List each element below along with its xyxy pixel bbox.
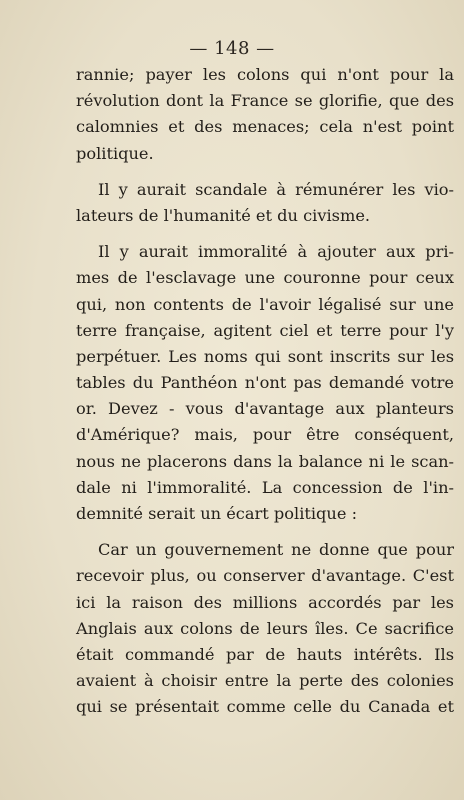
text-line: terre française, agitent ciel et terre pour l'y <box>76 320 454 340</box>
text-line: mes de l'esclavage une couronne pour ceux <box>76 268 454 288</box>
text-line: calomnies et des menaces; cela n'est point <box>76 117 454 137</box>
text-line: dale ni l'immoralité. La concession de l'in- <box>76 477 454 497</box>
text-line: Anglais aux colons de leurs îles. Ce sacrifice <box>76 618 454 638</box>
text-line: recevoir plus, ou conserver d'avantage. C'est <box>76 566 454 586</box>
text-line: demnité serait un écart politique : <box>76 504 358 523</box>
text-line: avaient à choisir entre la perte des colonies <box>76 671 454 691</box>
page-number: — 148 — <box>189 38 275 59</box>
text-line: tables du Panthéon n'ont pas demandé votre <box>76 373 454 393</box>
text-line: Il y aurait immoralité à ajouter aux pri- <box>98 242 454 262</box>
text-line: qui se présentait comme celle du Canada et <box>76 697 454 717</box>
text-line: ici la raison des millions accordés par les <box>76 592 454 612</box>
text-line: nous ne placerons dans la balance ni le scan- <box>76 451 454 471</box>
body-text <box>76 62 454 721</box>
text-line: or. Devez - vous d'avantage aux planteurs <box>76 399 454 419</box>
text-line: Car un gouvernement ne donne que pour <box>98 540 454 560</box>
text-line: rannie; payer les colons qui n'ont pour la <box>76 65 454 84</box>
text-line: Il y aurait scandale à rémunérer les vio- <box>98 179 454 199</box>
text-line: perpétuer. Les noms qui sont inscrits sur les <box>76 346 454 366</box>
text-line: qui, non contents de l'avoir légalisé sur une <box>76 294 454 314</box>
text-line: d'Amérique? mais, pour être conséquent, <box>76 425 454 445</box>
text-line: lateurs de l'humanité et du civisme. <box>76 205 371 225</box>
text-line: politique. <box>76 143 154 163</box>
text-line: révolution dont la France se glorifie, que des <box>76 91 454 111</box>
text-line: était commandé par de hauts intérêts. Ils <box>76 644 454 664</box>
